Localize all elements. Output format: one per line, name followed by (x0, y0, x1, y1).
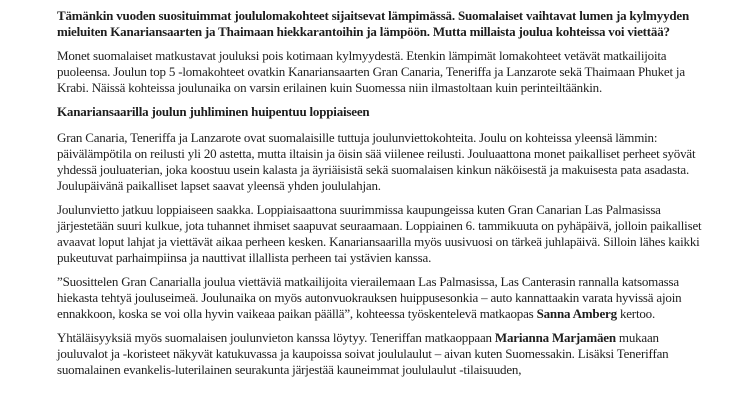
paragraph (57, 330, 708, 378)
text-run: kertoo. (616, 306, 656, 321)
section-heading (57, 104, 708, 120)
paragraph (57, 274, 708, 322)
paragraph (57, 130, 708, 194)
bold-text-run: Sanna Amberg (536, 306, 617, 321)
text-run: Joulunvietto jatkuu loppiaiseen saakka. Loppiaisaattona suurimmissa kaupungeissa kuten Gran Canarian Las Palmasissa järjestetään suuri kulkue, jota tuhannet ihmiset saapuvat seuraamaan. Loppiainen 6. tammikuuta on pyhäpäivä, jolloin paikalliset avaavat loput lahjat ja viettävät aikaa perheen kesken. Kanariansaarilla myös uusivuosi on tärkeä juhlapäivä. Silloin lähes kaikki pukeutuvat parhaimpiinsa ja nauttivat illallista perheen tai ystävien kanssa. (57, 202, 702, 265)
bold-text-run: Marianna Marjamäen (494, 330, 616, 345)
article-body (57, 8, 708, 378)
paragraph (57, 48, 708, 96)
paragraph (57, 202, 708, 266)
text-run: Monet suomalaiset matkustavat jouluksi pois kotimaan kylmyydestä. Etenkin lämpimät lomakohteet vetävät matkailijoita puoleensa. Joulun top 5 -lomakohteet ovatkin Kanariansaarten Gran Canaria, Teneriffa ja Lanzarote sekä Thaimaan Phuket ja Krabi. Näissä kohteissa joulunaika on varsin erilainen kuin Suomessa niin ilmastoltaan kuin perinteiltäänkin. (57, 48, 685, 95)
lead-paragraph (57, 8, 708, 40)
text-run: mukaan jouluvalot ja -koristeet näkyvät katukuvassa ja kaupoissa soivat joululaulut – aivan kuten Suomessakin. Lisäksi Teneriffan suomalainen evankelis-luterilainen seurakunta järjestää kauneimmat joululaulut -tilaisuuden, (57, 330, 669, 377)
text-run: Yhtäläisyyksiä myös suomalaisen joulunvieton kanssa löytyy. Teneriffan matkaoppaan (57, 330, 495, 345)
text-run: Gran Canaria, Teneriffa ja Lanzarote ovat suomalaisille tuttuja joulunviettokohteita. Joulu on kohteissa yleensä lämmin: päivälämpötila on reilusti yli 20 astetta, mutta iltaisin ja öisin sää viilenee reilusti. Jouluaattona monet paikalliset perheet syövät yhdessä jouluaterian, joka koostuu usein kalasta ja äyriäisistä sekä suomalaisen kinkun näköisestä ja makuisesta pata asadasta. Joulupäivänä paikalliset lapset saavat yleensä yhden joululahjan. (57, 130, 696, 193)
bold-text-run: Tämänkin vuoden suosituimmat joululomakohteet sijaitsevat lämpimässä. Suomalaiset vaihtavat lumen ja kylmyyden mieluiten Kanariansaarten ja Thaimaan hiekkarantoihin ja lämpöön. Mutta millaista joulua kohteissa voi viettää? (57, 8, 690, 39)
text-run: ”Suosittelen Gran Canarialla joulua viettäviä matkailijoita vierailemaan Las Palmasissa, Las Canterasin rannalla katsomassa hiekasta tehtyä jouluseimeä. Joulunaika on myös autonvuokrauksen huippusesonkia – auto kannattaakin varata hyvissä ajoin ennakkoon, koska se voi olla hyvin vaikeaa paikan päällä”, kohteessa työskentelevä matkaopas (57, 274, 682, 321)
bold-text-run: Kanariansaarilla joulun juhliminen huipentuu loppiaiseen (57, 104, 370, 119)
